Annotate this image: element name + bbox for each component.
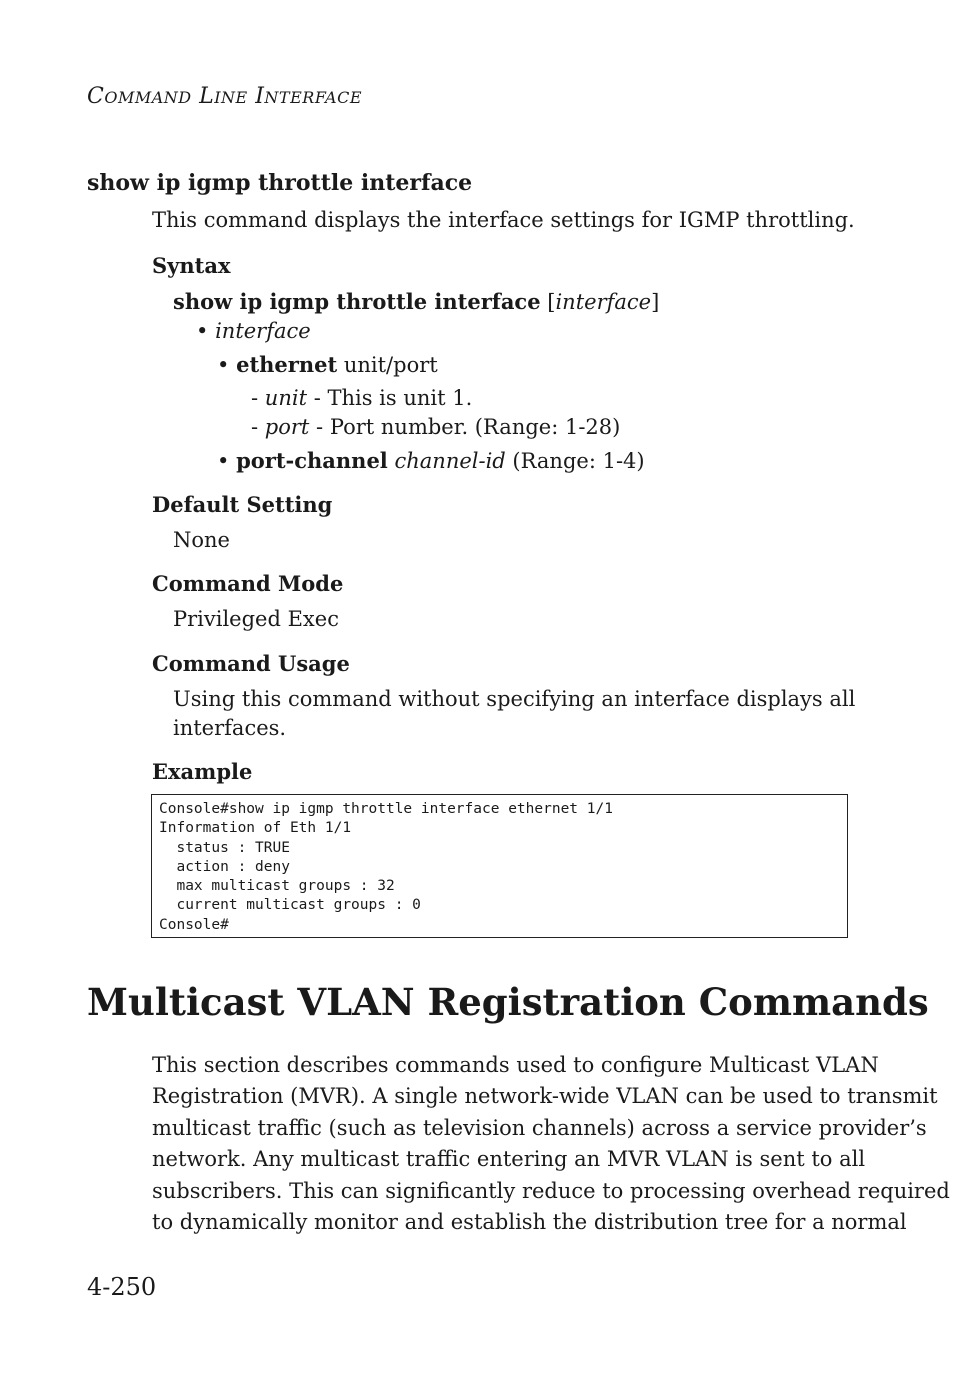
example-code: Console#show ip igmp throttle interface ethernet 1/1 Information of Eth 1/1 status : TRUE action : deny max multicast groups : 32 current multicast groups : 0 Console# [159,801,613,933]
command-title: show ip igmp throttle interface [87,170,473,196]
example-code-box [151,794,848,938]
page-number: 4-250 [87,1273,157,1301]
syntax-heading: Syntax [152,253,231,278]
paragraph-line: subscribers. This can significantly reduce to processing overhead required [152,1178,950,1203]
command-usage-line1: Using this command without specifying an interface displays all [173,687,856,711]
paragraph-line: to dynamically monitor and establish the distribution tree for a normal [152,1210,907,1235]
section-title: Multicast VLAN Registration Commands [87,980,929,1024]
default-setting-value: None [173,528,230,552]
running-header: COMMAND LINE INTERFACE [87,84,363,109]
command-description: This command displays the interface settings for IGMP throttling. [152,208,855,232]
command-usage-heading: Command Usage [152,651,350,676]
example-heading: Example [152,759,253,784]
default-setting-heading: Default Setting [152,492,333,517]
command-mode-heading: Command Mode [152,571,344,596]
syntax-item-interface: • interface [196,319,311,343]
syntax-item-ethernet: • ethernet unit/port [217,352,438,377]
syntax-item-unit: - unit - This is unit 1. [251,386,473,410]
paragraph-line: multicast traffic (such as television channels) across a service provider’s [152,1115,927,1140]
syntax-item-port-channel: • port-channel channel-id (Range: 1-4) [217,448,645,473]
command-mode-value: Privileged Exec [173,607,339,631]
section-paragraph [152,1050,950,1238]
command-usage-line2: interfaces. [173,716,287,740]
paragraph-line: Registration (MVR). A single network-wide VLAN can be used to transmit [152,1084,938,1109]
paragraph-line: This section describes commands used to configure Multicast VLAN [152,1053,879,1077]
syntax-item-port: - port - Port number. (Range: 1-28) [251,415,621,439]
syntax-line: show ip igmp throttle interface [interface] [173,289,660,314]
paragraph-line: network. Any multicast traffic entering an MVR VLAN is sent to all [152,1147,866,1172]
